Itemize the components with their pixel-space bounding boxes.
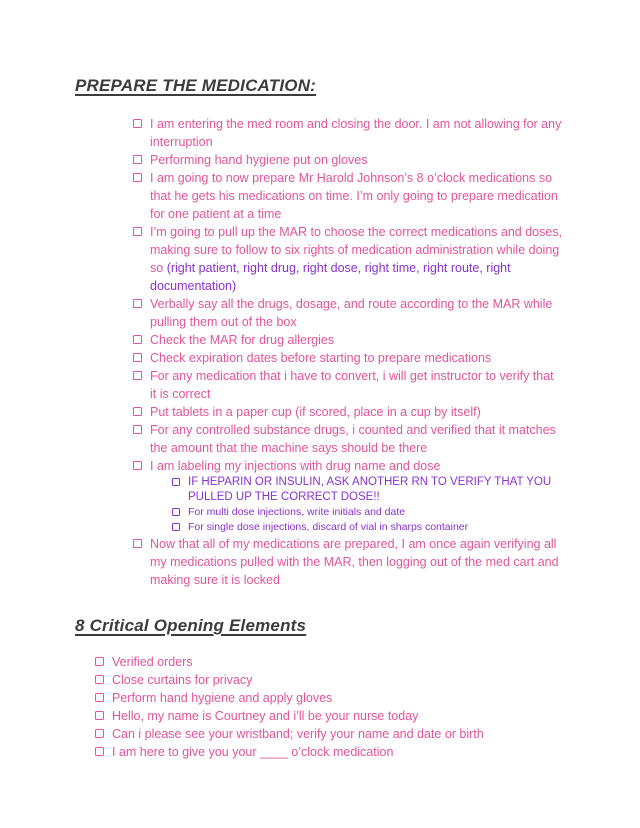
checklist-item-text — [188, 505, 563, 520]
checklist-item-text — [150, 535, 563, 589]
text-segment: IF HEPARIN OR INSULIN, ASK ANOTHER RN TO VERIFY THAT YOU PULLED UP THE CORRECT DOSE!! — [188, 476, 552, 503]
checklist-item — [133, 295, 563, 331]
checkbox-unchecked-icon[interactable] — [172, 478, 180, 486]
checklist-item-text — [150, 367, 563, 403]
checklist-item-text — [188, 475, 563, 505]
checklist-item — [133, 169, 563, 223]
section-heading-opening-elements: 8 Critical Opening Elements — [75, 616, 307, 635]
text-segment: Check expiration dates before starting to prepare medications — [150, 351, 492, 365]
checklist-item — [95, 743, 570, 761]
sub-checklist-item — [172, 505, 563, 520]
text-segment: Check the MAR for drug allergies — [150, 333, 335, 347]
checklist-item-text — [150, 421, 563, 457]
checklist-item-text — [112, 671, 570, 689]
checkbox-unchecked-icon[interactable] — [133, 407, 142, 416]
checkbox-unchecked-icon[interactable] — [133, 335, 142, 344]
section-opening-elements — [0, 616, 640, 761]
text-segment: I’m going to pull up the MAR to choose the correct medications and doses, making sure to follow to six rights of medication administration while doing so — [150, 225, 563, 275]
text-segment: I am entering the med room and closing the door. I am not allowing for any interruption — [150, 117, 562, 149]
checklist-item — [133, 403, 563, 421]
text-segment: Verbally say all the drugs, dosage, and route according to the MAR while pulling them out of the box — [150, 297, 553, 329]
checklist-opening-elements — [95, 653, 570, 761]
text-segment: Verified orders — [112, 655, 193, 669]
checkbox-unchecked-icon[interactable] — [172, 523, 180, 531]
checklist-item-text — [150, 151, 563, 169]
checklist-item-text — [112, 725, 570, 743]
text-segment: For any medication that i have to convert, i will get instructor to verify that it is correct — [150, 369, 554, 401]
checklist-item-text — [150, 457, 563, 475]
checkbox-unchecked-icon[interactable] — [133, 353, 142, 362]
text-segment: Now that all of my medications are prepared, I am once again verifying all my medications pulled with the MAR, then logging out of the med cart and making sure it is locked — [150, 537, 559, 587]
text-segment: For multi dose injections, write initials and date — [188, 506, 406, 518]
checklist-item-text — [150, 349, 563, 367]
checklist-item — [133, 349, 563, 367]
sub-checklist-item — [172, 520, 563, 535]
text-segment: I am going to now prepare Mr Harold Johnson’s 8 o’clock medications so that he gets his medications on time. I’m only going to prepare medication for one patient at a time — [150, 171, 558, 221]
sub-checklist — [172, 475, 563, 535]
checklist-item — [95, 689, 570, 707]
checklist-item — [133, 331, 563, 349]
checklist-item — [133, 421, 563, 457]
checklist-item — [95, 707, 570, 725]
section-heading-prepare-medication: PREPARE THE MEDICATION: — [75, 76, 317, 95]
checkbox-unchecked-icon[interactable] — [133, 227, 142, 236]
checkbox-unchecked-icon[interactable] — [133, 461, 142, 470]
checklist-item-text — [150, 331, 563, 349]
checkbox-unchecked-icon[interactable] — [95, 711, 104, 720]
checklist-item-text — [112, 743, 570, 761]
text-segment: (right patient, right drug, right dose, right time, right route, right documentation) — [150, 261, 511, 293]
sub-checklist-item — [172, 475, 563, 505]
checklist-item-text — [150, 223, 563, 295]
checkbox-unchecked-icon[interactable] — [133, 299, 142, 308]
checklist-item-text — [112, 689, 570, 707]
checkbox-unchecked-icon[interactable] — [133, 539, 142, 548]
checkbox-unchecked-icon[interactable] — [133, 425, 142, 434]
text-segment: Put tablets in a paper cup (if scored, place in a cup by itself) — [150, 405, 481, 419]
checklist-item — [133, 535, 563, 589]
text-segment: Can i please see your wristband; verify your name and date or birth — [112, 727, 484, 741]
text-segment: For any controlled substance drugs, i counted and verified that it matches the amount that the machine says should be there — [150, 423, 556, 455]
checkbox-unchecked-icon[interactable] — [133, 119, 142, 128]
checklist-item-text — [150, 403, 563, 421]
text-segment: I am here to give you your ____ o’clock medication — [112, 745, 394, 759]
checklist-item — [95, 653, 570, 671]
checkbox-unchecked-icon[interactable] — [133, 173, 142, 182]
checklist-item — [133, 457, 563, 475]
checkbox-unchecked-icon[interactable] — [172, 508, 180, 516]
checklist-item-text — [150, 169, 563, 223]
checklist-item-text — [188, 520, 563, 535]
checkbox-unchecked-icon[interactable] — [95, 657, 104, 666]
checklist-item — [133, 151, 563, 169]
checklist-prepare-medication — [133, 115, 563, 589]
checklist-item-text — [150, 115, 563, 151]
text-segment: Close curtains for privacy — [112, 673, 253, 687]
checklist-item — [133, 115, 563, 151]
checklist-item-text — [150, 295, 563, 331]
text-segment: Hello, my name is Courtney and i’ll be your nurse today — [112, 709, 419, 723]
checkbox-unchecked-icon[interactable] — [95, 729, 104, 738]
checklist-item — [133, 223, 563, 295]
checklist-item — [95, 671, 570, 689]
text-segment: For single dose injections, discard of vial in sharps container — [188, 521, 469, 533]
text-segment: I am labeling my injections with drug name and dose — [150, 459, 441, 473]
checkbox-unchecked-icon[interactable] — [133, 155, 142, 164]
checklist-item — [95, 725, 570, 743]
checklist-item — [133, 367, 563, 403]
checklist-item-text — [112, 707, 570, 725]
checkbox-unchecked-icon[interactable] — [95, 675, 104, 684]
checklist-item-text — [112, 653, 570, 671]
checkbox-unchecked-icon[interactable] — [133, 371, 142, 380]
text-segment: Performing hand hygiene put on gloves — [150, 153, 368, 167]
section-prepare-medication — [0, 76, 640, 589]
checkbox-unchecked-icon[interactable] — [95, 747, 104, 756]
checkbox-unchecked-icon[interactable] — [95, 693, 104, 702]
text-segment: Perform hand hygiene and apply gloves — [112, 691, 333, 705]
